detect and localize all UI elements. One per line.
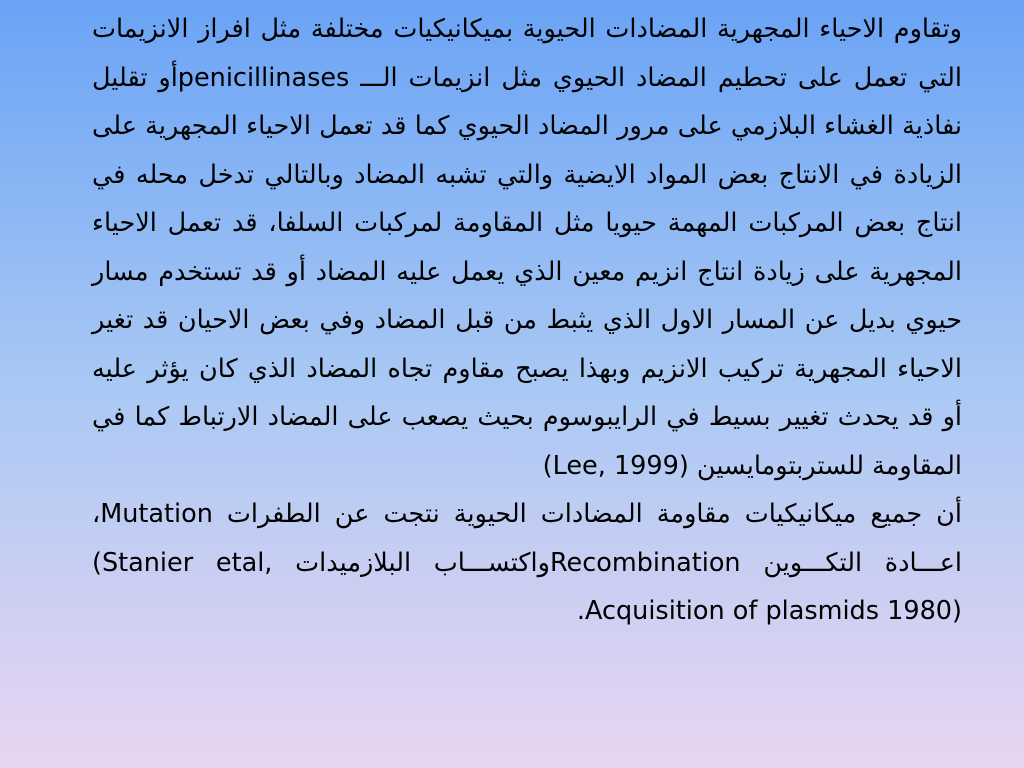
paragraph-2-text-1: أن جميع ميكانيكيات مقاومة المضادات الحيوية نتجت عن الطفرات <box>212 499 962 529</box>
term-recombination: Recombination <box>549 547 741 578</box>
paragraph-2-text-2: ، اعـــادة التكـــوين <box>92 499 962 578</box>
paragraph-1-text-1: وتقاوم الاحياء المجهرية المضادات الحيوية بميكانيكيات مختلفة مثل افراز الانزيمات التي تعمل على تحطيم المضاد الحيوي مثل انزيمات الـــ <box>92 14 962 93</box>
term-mutation: Mutation <box>100 499 213 529</box>
paragraph-resistance-origins <box>92 490 962 636</box>
paragraph-2-end-mark: . <box>576 596 585 626</box>
term-penicillinases: penicillinases <box>177 62 350 93</box>
paragraph-1-text-2: أو تقليل نفاذية الغشاء البلازمي على مرور المضاد الحيوي كما قد تعمل الاحياء المجهرية على الزيادة في الانتاج بعض المواد الايضية والتي تشبه المضاد وبالتالي تدخل محله في انتاج بعض المركبات المهمة حيويا مثل المقاومة لمركبات السلفا، قد تعمل الاحياء المجهرية على زيادة انتاج انزيم معين الذي يعمل عليه المضاد أو قد تستخدم مسار حيوي بديل عن المسار الاول الذي يثبط من قبل المضاد وفي بعض الاحيان قد تغير الاحياء المجهرية تركيب الانزيم وبهذا يصبح مقاوم تجاه المضاد الذي كان يؤثر عليه أو قد يحدث تغيير بسيط في الرايبوسوم بحيث يصعب على المضاد الارتباط كما في المقاومة للستربتومايسين <box>92 62 962 481</box>
text-body <box>92 5 962 636</box>
term-acquisition-of-plasmids: Acquisition of plasmids <box>584 596 880 626</box>
citation-stanier: (Stanier etal, 1980) <box>92 547 962 626</box>
citation-lee: (Lee, 1999) <box>542 450 689 481</box>
paragraph-2-text-3: واكتســـاب البلازميدات <box>272 547 550 578</box>
paragraph-resistance-mechanisms <box>92 5 962 490</box>
